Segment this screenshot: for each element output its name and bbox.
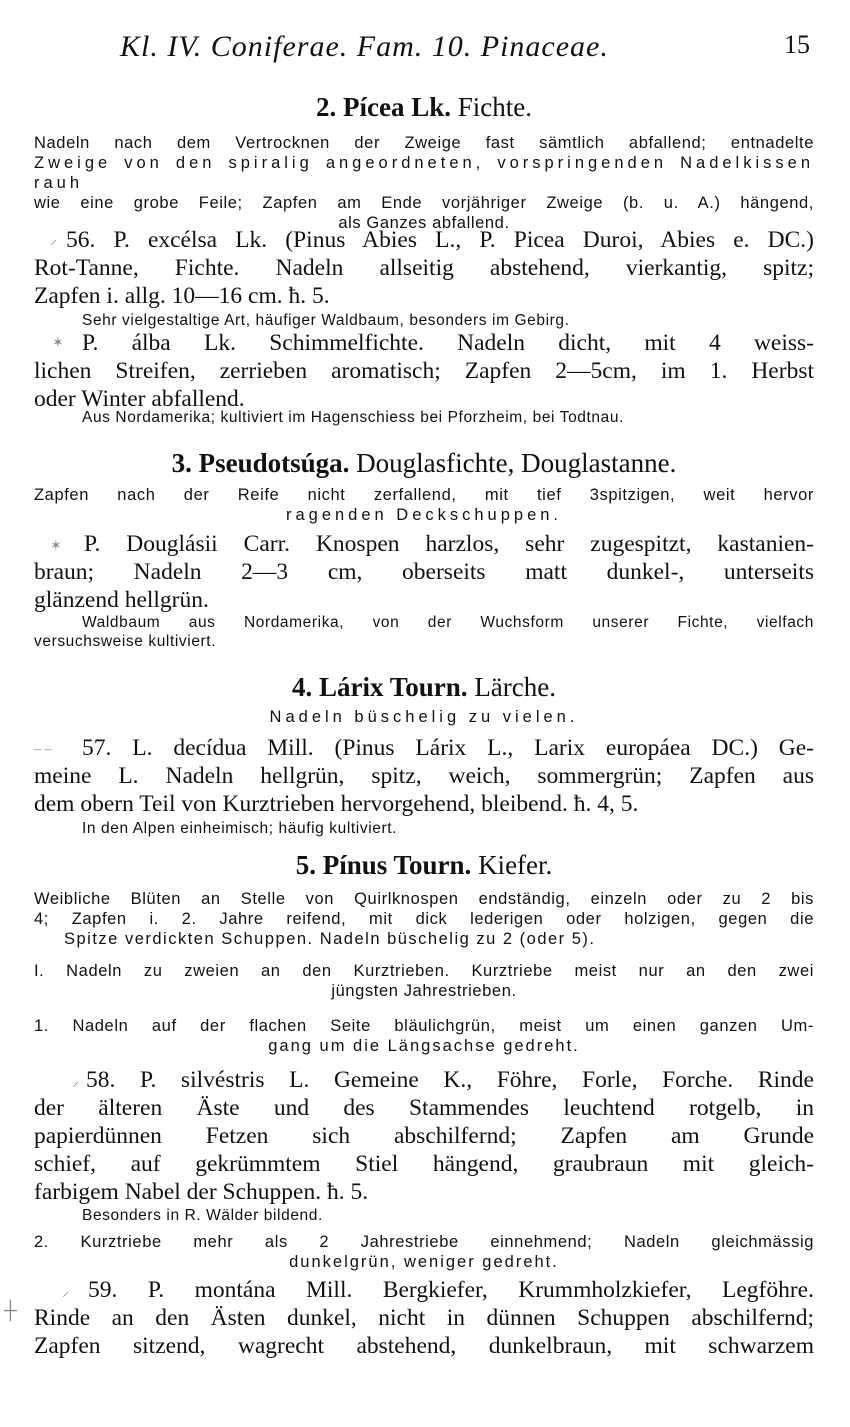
species-note-58: Besonders in R. Wälder bildend. — [82, 1207, 323, 1224]
species-entry-alba — [34, 329, 814, 413]
genus-name: 4. Lárix Tourn. — [292, 672, 468, 702]
pencil-mark: ‒ ‒ — [34, 742, 52, 757]
text-line: glänzend hellgrün. — [34, 587, 209, 613]
text-line: 4; Zapfen i. 2. Jahre reifend, mit dick lederigen oder holzigen, gegen die — [34, 910, 814, 928]
genus-common-name: Fichte. — [457, 92, 532, 122]
pencil-mark: ⸝ — [72, 1075, 79, 1090]
text-line: Rinde an den Ästen dunkel, nicht in dünnen Schuppen abschilfernd; — [34, 1305, 814, 1331]
text-line: Spitze verdickten Schuppen. Nadeln büschelig zu 2 (oder 5). — [64, 930, 596, 948]
pencil-cross-mark: ✶ — [50, 539, 62, 554]
text-line: farbigem Nabel der Schuppen. ħ. 5. — [34, 1179, 369, 1205]
text-line: Zapfen sitzend, wagrecht abstehend, dunkelbraun, mit schwarzem — [34, 1333, 814, 1359]
text-line: braun; Nadeln 2—3 cm, oberseits matt dunkel-, unterseits — [34, 559, 814, 585]
text-line: 57. L. decídua Mill. (Pinus Lárix L., Larix europáea DC.) Ge- — [82, 735, 814, 761]
text-line: Zapfen i. allg. 10—16 cm. ħ. 5. — [34, 283, 330, 309]
text-line: lichen Streifen, zerrieben aromatisch; Zapfen 2—5cm, im 1. Herbst — [34, 358, 814, 384]
genus-heading-pinus — [34, 850, 814, 881]
text-line: 56. P. excélsa Lk. (Pinus Abies L., P. Picea Duroi, Abies e. DC.) — [66, 227, 814, 253]
species-entry-douglasii — [34, 530, 814, 614]
genus-common-name: Kiefer. — [478, 850, 553, 880]
pencil-mark: ⸝ — [50, 233, 57, 248]
genus-heading-picea — [34, 92, 814, 123]
species-entry-56 — [34, 226, 814, 310]
species-note-alba: Aus Nordamerika; kultiviert im Hagenschiess bei Pforzheim, bei Todtnau. — [82, 409, 624, 426]
page-number: 15 — [784, 30, 810, 59]
text-line: P. álba Lk. Schimmelfichte. Nadeln dicht, mit 4 weiss- — [82, 330, 814, 356]
genus-name: 5. Pínus Tourn. — [295, 850, 472, 880]
text-line: gang um die Längsachse gedreht. — [268, 1037, 580, 1055]
key-I — [34, 961, 814, 1001]
text-line: der älteren Äste und des Stammendes leuchtend rotgelb, in — [34, 1095, 814, 1121]
species-note-douglasii — [34, 613, 814, 651]
species-entry-59 — [34, 1276, 814, 1360]
text-line: Rot-Tanne, Fichte. Nadeln allseitig abstehend, vierkantig, spitz; — [34, 255, 814, 281]
text-line: I. Nadeln zu zweien an den Kurztrieben. Kurztriebe meist nur an den zwei — [34, 962, 814, 980]
running-header — [120, 30, 810, 70]
genus-description-picea — [34, 133, 814, 233]
text-line: schief, auf gekrümmtem Stiel hängend, graubraun mit gleich- — [34, 1151, 814, 1177]
text-line: 59. P. montána Mill. Bergkiefer, Krummholzkiefer, Legföhre. — [88, 1277, 814, 1303]
text-line: ragenden Deckschuppen. — [285, 506, 563, 524]
genus-description-pinus — [34, 889, 814, 949]
text-line: papierdünnen Fetzen sich abschilfernd; Zapfen am Grunde — [34, 1123, 814, 1149]
genus-heading-larix — [34, 672, 814, 703]
text-line: P. Douglásii Carr. Knospen harzlos, sehr zugespitzt, kastanien- — [84, 531, 814, 557]
genus-heading-pseudotsuga — [34, 448, 814, 479]
genus-description-pseudotsuga — [34, 485, 814, 525]
text-line: meine L. Nadeln hellgrün, spitz, weich, sommergrün; Zapfen aus — [34, 763, 814, 789]
text-line: Zweige von den spiralig angeordneten, vorspringenden Nadelkissen rauh — [34, 154, 814, 192]
text-line: 1. Nadeln auf der flachen Seite bläulichgrün, meist um einen ganzen Um- — [34, 1017, 814, 1035]
genus-description-larix: Nadeln büschelig zu vielen. — [269, 708, 579, 726]
genus-common-name: Douglasfichte, Douglastanne. — [356, 448, 677, 478]
text-line: Waldbaum aus Nordamerika, von der Wuchsform unserer Fichte, vielfach — [82, 614, 814, 631]
header-title: Kl. IV. Coniferae. Fam. 10. Pinaceae. — [120, 30, 609, 63]
genus-common-name: Lärche. — [474, 672, 556, 702]
text-line: jüngsten Jahrestrieben. — [331, 982, 517, 1000]
species-entry-57 — [34, 734, 814, 818]
species-note-57: In den Alpen einheimisch; häufig kultiviert. — [82, 820, 398, 837]
pencil-cross-mark: ✶ — [52, 336, 64, 351]
text-line: 2. Kurztriebe mehr als 2 Jahrestriebe einnehmend; Nadeln gleichmässig — [34, 1233, 814, 1251]
genus-name: 2. Pícea Lk. — [316, 92, 451, 122]
pencil-mark: ⸝ — [62, 1285, 69, 1300]
text-line: 58. P. silvéstris L. Gemeine K., Föhre, Forle, Forche. Rinde — [86, 1067, 814, 1093]
text-line: versuchsweise kultiviert. — [34, 633, 217, 650]
text-line: Nadeln nach dem Vertrocknen der Zweige fast sämtlich abfallend; entnadelte — [34, 134, 814, 152]
pencil-cross-mark: ┼ — [4, 1300, 17, 1320]
species-note-56: Sehr vielgestaltige Art, häufiger Waldbaum, besonders im Gebirg. — [82, 312, 570, 329]
text-line: wie eine grobe Feile; Zapfen am Ende vorjähriger Zweige (b. u. A.) hängend, — [34, 194, 814, 212]
species-entry-58 — [34, 1066, 814, 1206]
text-line: Weibliche Blüten an Stelle von Quirlknospen endständig, einzeln oder zu 2 bis — [34, 890, 814, 908]
genus-name: 3. Pseudotsúga. — [171, 448, 350, 478]
text-line: Zapfen nach der Reife nicht zerfallend, mit tief 3spitzigen, weit hervor — [34, 486, 814, 504]
text-line: oder Winter abfallend. — [34, 386, 245, 412]
key-2 — [34, 1232, 814, 1272]
text-line: dem obern Teil von Kurztrieben hervorgehend, bleibend. ħ. 4, 5. — [34, 791, 639, 817]
text-line: als Ganzes abfallend. — [338, 214, 510, 232]
key-1 — [34, 1016, 814, 1056]
text-line: dunkelgrün, weniger gedreht. — [289, 1253, 559, 1271]
